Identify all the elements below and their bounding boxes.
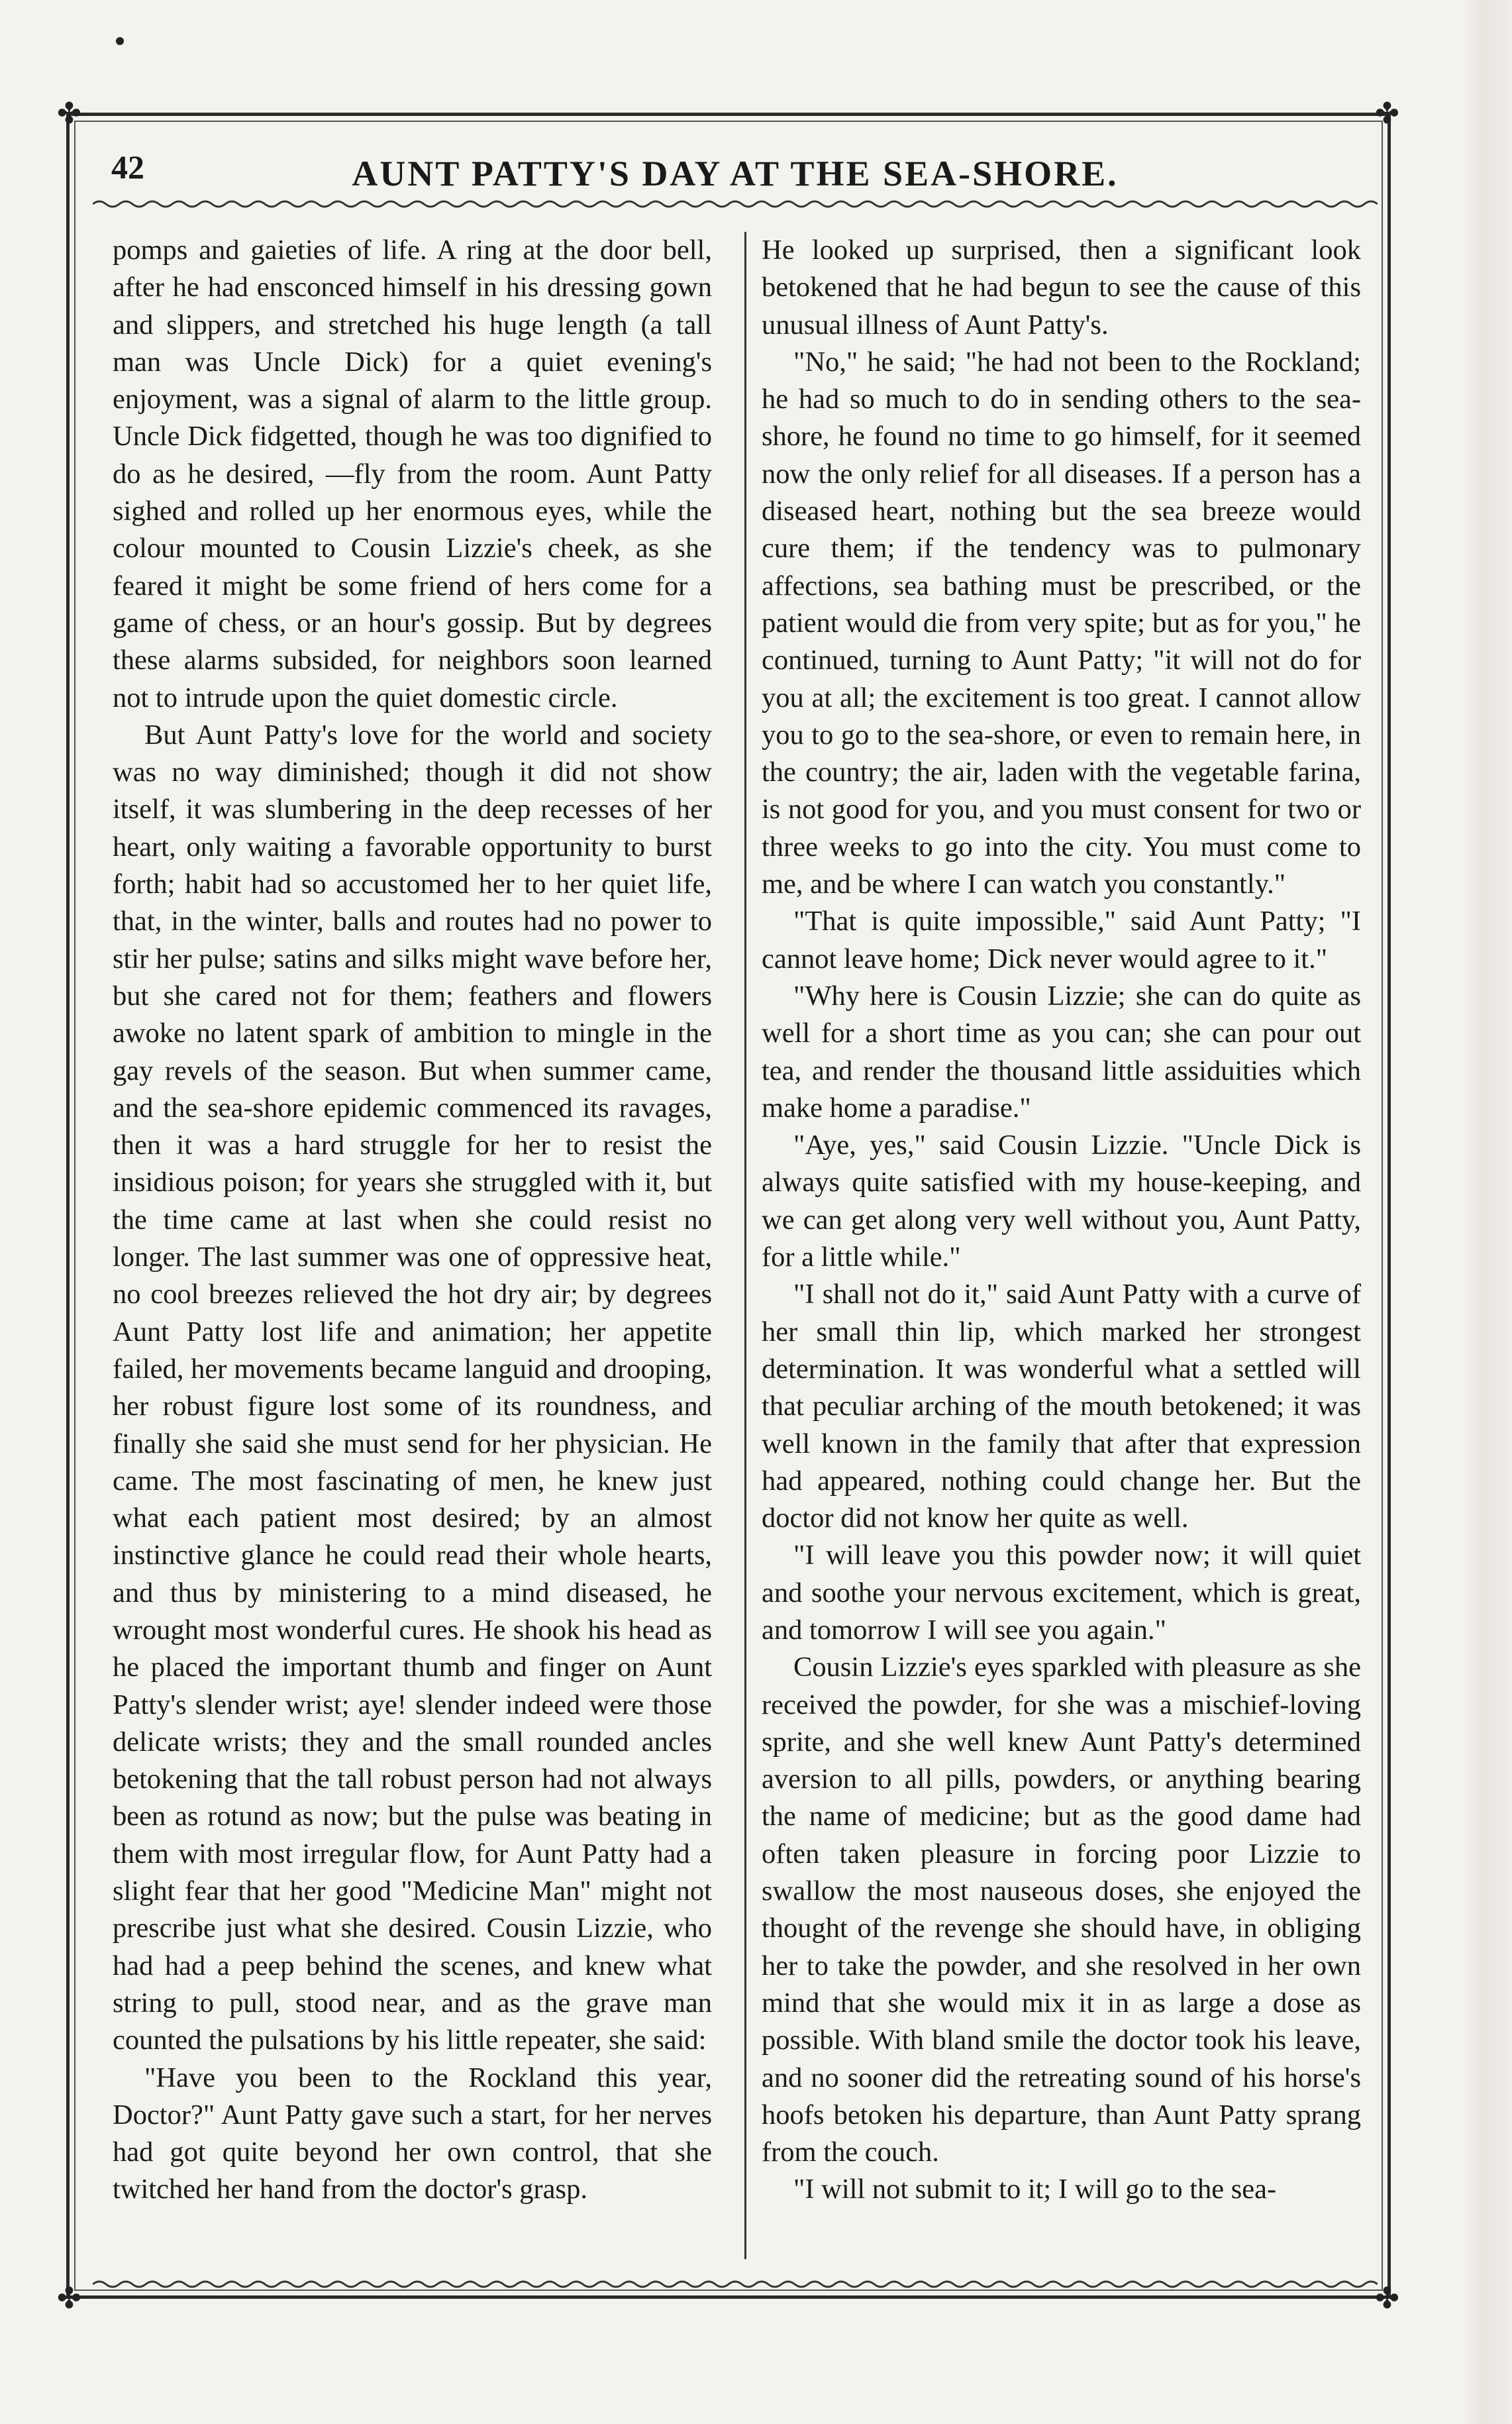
paragraph: "I will leave you this powder now; it will quiet and soothe your nervous excitement, which is great, and tomorrow I will see you again." — [762, 1540, 1361, 1646]
corner-ornament-icon: ✤ — [57, 97, 81, 130]
paragraph: Cousin Lizzie's eyes sparkled with pleasure as she received the powder, for she was a mischief-loving sprite, and she well knew Aunt Patty's determined aversion to all pills, powders, or anything bearing the name of medicine; but as the good dame had often taken pleasure in forcing poor Lizzie to swallow the most nauseous doses, she enjoyed the thought of the revenge she should have, in obliging her to take the powder, and she resolved in her own mind that she would mix it in as large a dose as possible. With bland smile the doctor took his leave, and no sooner did the retreating sound of his horse's hoofs betoken his departure, than Aunt Patty sprang from the couch. — [762, 1652, 1361, 2168]
corner-ornament-icon: ✤ — [57, 2282, 81, 2315]
paragraph: "No," he said; "he had not been to the Rockland; he had so much to do in sending others to the sea-shore, he found no time to go himself, for it seemed now the only relief for all diseases. If a person has a diseased heart, nothing but the sea breeze would cure them; if the tendency was to pulmonary affections, sea bathing must be prescribed, or the patient would die from very spite; but as for you," he continued, turning to Aunt Patty; "it will not do for you at all; the excitement is too great. I cannot allow you to go to the sea-shore, or even to remain here, in the country; the air, laden with the vegetable farina, is not good for you, and you must consent for two or three weeks to go into the city. You must come to me, and be where I can watch you constantly." — [762, 346, 1361, 900]
page-number: 42 — [111, 148, 144, 185]
corner-ornament-icon: ✤ — [1375, 2282, 1399, 2315]
running-title: AUNT PATTY'S DAY AT THE SEA-SHORE. — [352, 154, 1119, 193]
page-header — [93, 136, 1378, 202]
paragraph: He looked up surprised, then a significant look betokened that he had begun to see the cause of this unusual illness of Aunt Patty's. — [762, 235, 1361, 341]
page-gutter — [1464, 0, 1512, 2424]
paragraph: But Aunt Patty's love for the world and society was no way diminished; though it did not show itself, it was slumbering in the deep recesses of her heart, only waiting a favorable opportunity to burst forth; habit had so accustomed her to her quiet life, that, in the winter, balls and routes had no power to stir her pulse; satins and silks might wave before her, but she cared not for them; feathers and flowers awoke no latent spark of ambition to mingle in the gay revels of the season. But when summer came, and the sea-shore epidemic commenced its ravages, then it was a hard struggle for her to resist the insidious poison; for years she struggled with it, but the time came at last when she could resist no longer. The last summer was one of oppressive heat, no cool breezes relieved the hot dry air; by degrees Aunt Patty lost life and animation; her appetite failed, her movements became languid and drooping, her robust figure lost some of its roundness, and finally she said she must send for her physician. He came. The most fascinating of men, he knew just what each patient most desired; by an almost instinctive glance he could read their whole hearts, and thus by ministering to a mind diseased, he wrought most wonderful cures. He shook his head as he placed the important thumb and finger on Aunt Patty's slender wrist; aye! slender indeed were those delicate wrists; they and the small rounded ancles betokening that the tall robust person had not always been as rotund as now; but the pulse was beating in them with most irregular flow, for Aunt Patty had a slight fear that her good "Medicine Man" might not prescribe just what she desired. Cousin Lizzie, who had had a peep behind the scenes, and knew what string to pull, stood near, and as the grave man counted the pulsations by his little repeater, she said: — [113, 719, 712, 2056]
paragraph: "I shall not do it," said Aunt Patty with a curve of her small thin lip, which marked her strongest determination. It was wonderful what a settled will that peculiar arching of the mouth betokened; it was well known in the family that after that expression had appeared, nothing could change her. But the doctor did not know her quite as well. — [762, 1279, 1361, 1534]
right-column — [762, 232, 1361, 2259]
header-rule — [93, 199, 1378, 209]
left-column — [113, 232, 712, 2259]
paragraph: "Have you been to the Rockland this year, Doctor?" Aunt Patty gave such a start, for her nerves had got quite beyond her own control, that she twitched her hand from the doctor's grasp. — [113, 2062, 712, 2205]
paragraph: "Why here is Cousin Lizzie; she can do quite as well for a short time as you can; she can pour out tea, and render the thousand little assiduities which make home a paradise." — [762, 980, 1361, 1124]
paragraph: pomps and gaieties of life. A ring at the door bell, after he had ensconced himself in his dressing gown and slippers, and stretched his huge length (a tall man was Uncle Dick) for a quiet evening's enjoyment, was a signal of alarm to the little group. Uncle Dick fidgetted, though he was too dignified to do as he desired, —fly from the room. Aunt Patty sighed and rolled up her enormous eyes, while the colour mounted to Cousin Lizzie's cheek, as she feared it might be some friend of hers come for a game of chess, or an hour's gossip. But by degrees these alarms subsided, for neighbors soon learned not to intrude upon the quiet domestic circle. — [113, 235, 712, 713]
paragraph: "That is quite impossible," said Aunt Patty; "I cannot leave home; Dick never would agree to it." — [762, 906, 1361, 975]
column-divider — [744, 232, 746, 2259]
ink-speck — [116, 37, 124, 45]
footer-rule — [93, 2279, 1378, 2290]
corner-ornament-icon: ✤ — [1375, 97, 1399, 130]
paragraph: "Aye, yes," said Cousin Lizzie. "Uncle Dick is always quite satisfied with my house-keeping, and we can get along very well without you, Aunt Patty, for a little while." — [762, 1130, 1361, 1273]
paragraph: "I will not submit to it; I will go to the sea- — [793, 2174, 1277, 2205]
